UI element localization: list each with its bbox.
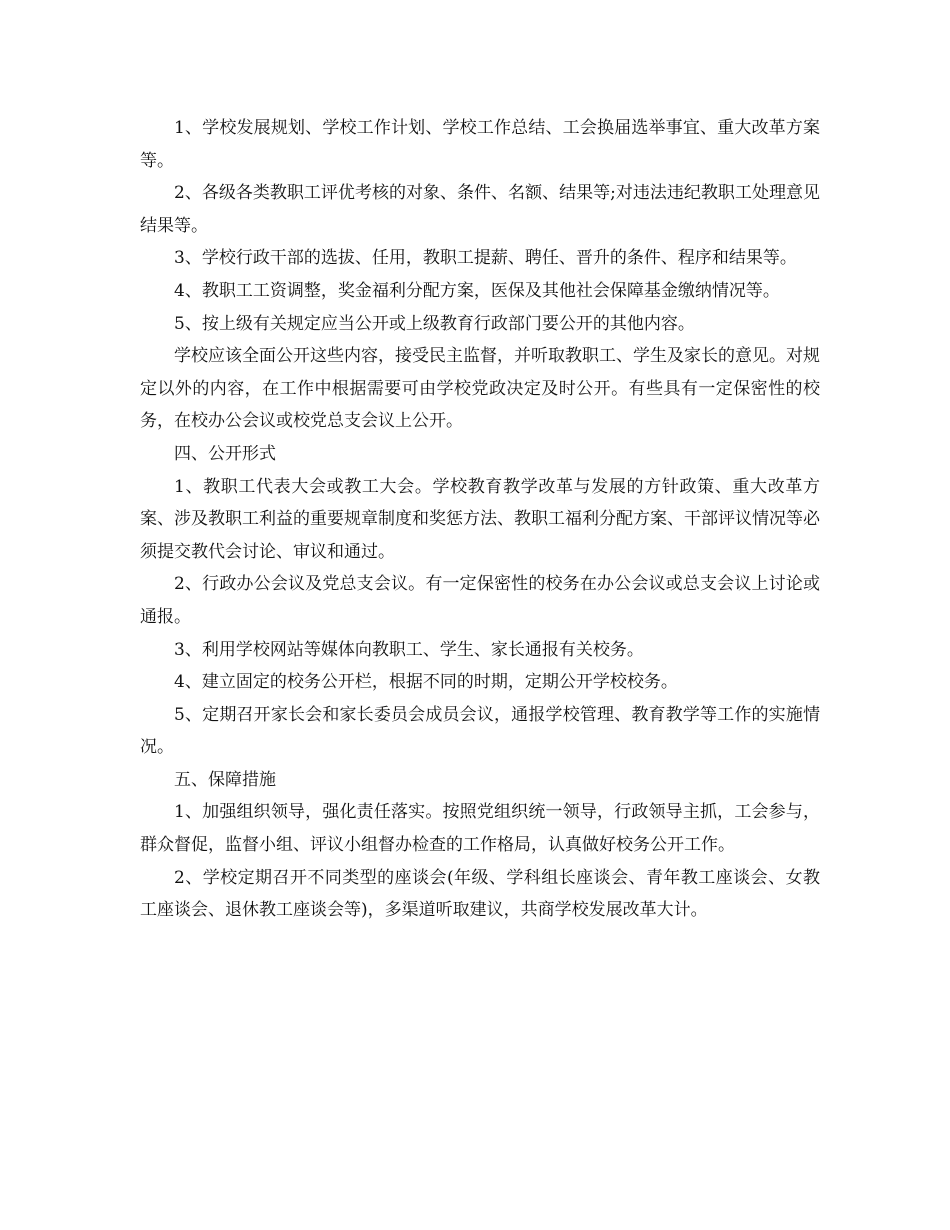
- paragraph-form-1: 1、教职工代表大会或教工大会。学校教育教学改革与发展的方针政策、重大改革方案、涉及教职工利益的重要规章制度和奖惩方法、教职工福利分配方案、干部评议情况等必须提交教代会讨论、审议和通过。: [140, 476, 820, 562]
- paragraph-form-2: 2、行政办公会议及党总支会议。有一定保密性的校务在办公会议或总支会议上讨论或通报。: [140, 574, 820, 627]
- paragraph-form-3: 3、利用学校网站等媒体向教职工、学生、家长通报有关校务。: [174, 639, 644, 660]
- paragraph-safeguard-1: 1、加强组织领导，强化责任落实。按照党组织统一领导，行政领导主抓，工会参与，群众督促，监督小组、评议小组督办检查的工作格局，认真做好校务公开工作。: [140, 802, 820, 856]
- section-heading-disclosure-forms: 四、公开形式: [174, 443, 276, 464]
- paragraph-item-1: 1、学校发展规划、学校工作计划、学校工作总结、工会换届选举事宜、重大改革方案等。: [140, 118, 820, 171]
- paragraph-item-4: 4、教职工工资调整，奖金福利分配方案，医保及其他社会保障基金缴纳情况等。: [174, 280, 780, 301]
- paragraph-form-4: 4、建立固定的校务公开栏，根据不同的时期，定期公开学校校务。: [174, 672, 678, 693]
- document-body: [140, 112, 820, 927]
- paragraph-item-3: 3、学校行政干部的选拔、任用，教职工提薪、聘任、晋升的条件、程序和结果等。: [174, 248, 797, 269]
- paragraph-safeguard-2: 2、学校定期召开不同类型的座谈会(年级、学科组长座谈会、青年教工座谈会、女教工座谈会、退休教工座谈会等)，多渠道听取建议，共商学校发展改革大计。: [140, 867, 820, 921]
- paragraph-form-5: 5、定期召开家长会和家长委员会成员会议，通报学校管理、教育教学等工作的实施情况。: [140, 704, 820, 758]
- paragraph-item-2: 2、各级各类教职工评优考核的对象、条件、名额、结果等;对违法违纪教职工处理意见结果等。: [140, 183, 820, 236]
- paragraph-item-5: 5、按上级有关规定应当公开或上级教育行政部门要公开的其他内容。: [174, 313, 695, 334]
- section-heading-safeguards: 五、保障措施: [174, 769, 276, 790]
- paragraph-disclosure-note: 学校应该全面公开这些内容，接受民主监督，并听取教职工、学生及家长的意见。对规定以外的内容，在工作中根据需要可由学校党政决定及时公开。有些具有一定保密性的校务，在校办公会议或校党总支会议上公开。: [140, 346, 820, 432]
